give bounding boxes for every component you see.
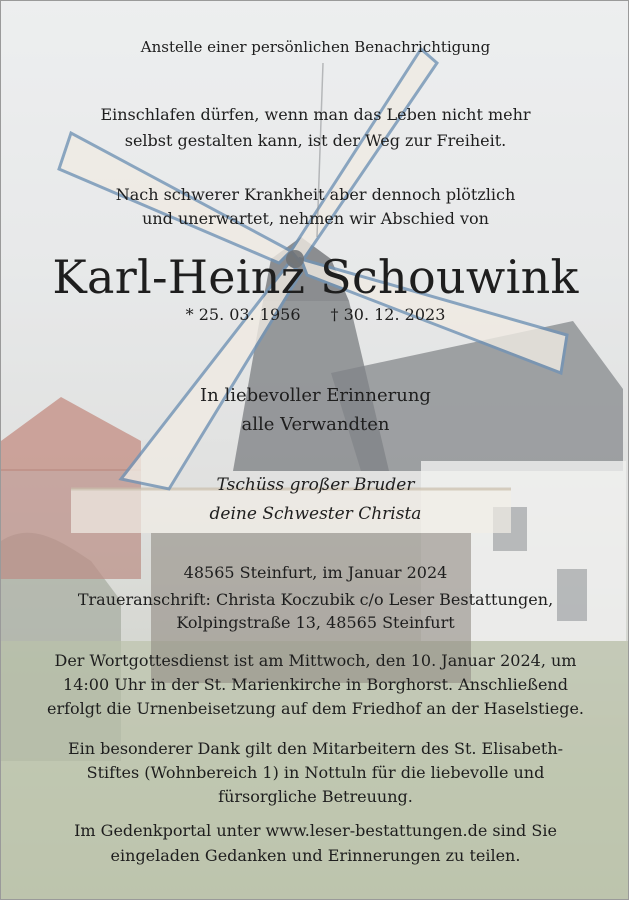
thanks-line: Stiftes (Wohnbereich 1) in Nottuln für die liebevolle und	[86, 763, 545, 782]
deceased-name: Karl-Heinz Schouwink	[52, 250, 579, 304]
thanks-line: fürsorgliche Betreuung.	[218, 787, 413, 806]
birth-date: * 25. 03. 1956	[185, 305, 301, 324]
memory-line: In liebevoller Erinnerung	[200, 385, 431, 406]
memory-line: alle Verwandten	[241, 414, 390, 435]
service-info-line: Der Wortgottesdienst ist am Mittwoch, den 10. Januar 2024, um	[54, 651, 577, 670]
death-date: † 30. 12. 2023	[330, 305, 446, 324]
intro-line: Anstelle einer persönlichen Benachrichtigung	[140, 38, 491, 56]
memorial-portal-line: eingeladen Gedanken und Erinnerungen zu teilen.	[110, 846, 521, 865]
place-date: 48565 Steinfurt, im Januar 2024	[183, 563, 448, 582]
quote-line: selbst gestalten kann, ist der Weg zur Freiheit.	[124, 131, 507, 150]
mourning-address-line: Traueranschrift: Christa Koczubik c/o Leser Bestattungen,	[77, 590, 554, 609]
service-info-line: erfolgt die Urnenbeisetzung auf dem Friedhof an der Haselstiege.	[46, 699, 584, 718]
mourning-address-line: Kolpingstraße 13, 48565 Steinfurt	[176, 613, 455, 632]
memorial-portal-line: Im Gedenkportal unter www.leser-bestattungen.de sind Sie	[74, 821, 557, 840]
personal-farewell-line: Tschüss großer Bruder	[216, 475, 415, 495]
quote-line: Einschlafen dürfen, wenn man das Leben nicht mehr	[100, 105, 531, 124]
life-dates	[1, 305, 629, 324]
announcement-line: und unerwartet, nehmen wir Abschied von	[142, 209, 489, 228]
obituary-text	[1, 1, 629, 900]
personal-farewell-line: deine Schwester Christa	[209, 504, 422, 524]
thanks-line: Ein besonderer Dank gilt den Mitarbeitern des St. Elisabeth-	[67, 739, 564, 758]
service-info-line: 14:00 Uhr in der St. Marienkirche in Borghorst. Anschließend	[63, 675, 568, 694]
announcement-line: Nach schwerer Krankheit aber dennoch plötzlich	[115, 185, 516, 204]
